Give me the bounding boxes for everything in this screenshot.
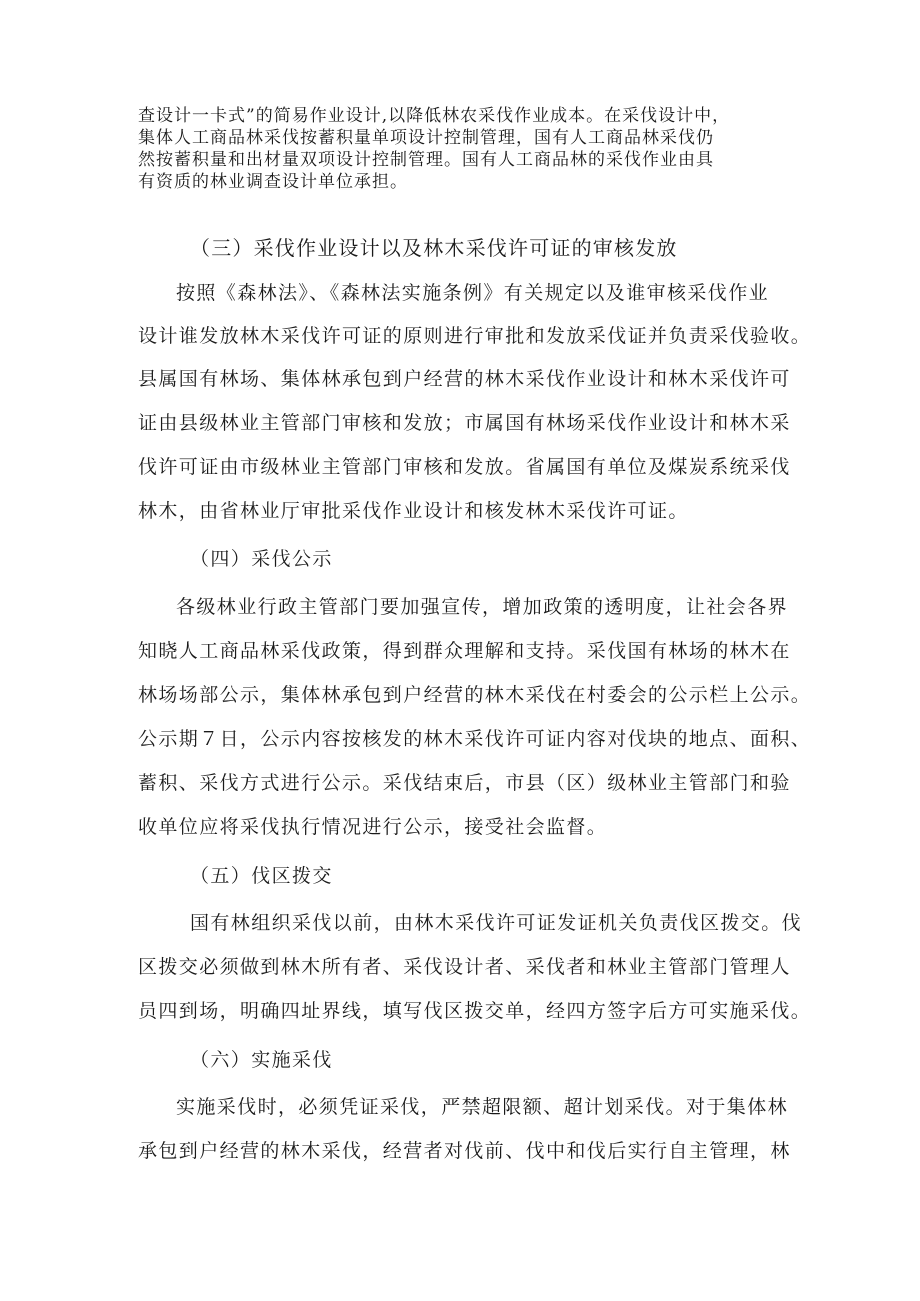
intro-paragraph [138, 105, 798, 193]
section-3-line: 设计谁发放林木采伐许可证的原则进行审批和发放采伐证并负责采伐验收。 [138, 325, 812, 347]
section-6-line: 承包到户经营的林木采伐，经营者对伐前、伐中和伐后实行自主管理，林 [138, 1140, 791, 1162]
section-3-line: 按照《森林法》、《森林法实施条例》有关规定以及谁审核采伐作业 [176, 282, 770, 304]
section-3-line: 证由县级林业主管部门审核和发放；市属国有林场采伐作业设计和林木采 [138, 412, 791, 434]
intro-line: 集体人工商品林采伐按蓄积量单项设计控制管理，国有人工商品林采伐仍 [138, 128, 714, 148]
section-4-line: 公示期７日，公示内容按核发的林木采伐许可证内容对伐块的地点、面积、 [138, 728, 812, 750]
section-3-line: 林木，由省林业厅审批采伐作业设计和核发林木采伐许可证。 [138, 500, 689, 522]
section-3-line: 伐许可证由市级林业主管部门审核和发放。省属国有单位及煤炭系统采伐 [138, 456, 791, 478]
section-4-line: 各级林业行政主管部门要加强宣传，增加政策的透明度，让社会各界 [176, 596, 789, 618]
section-5-line: 员四到场，明确四址界线，填写伐区拨交单，经四方签字后方可实施采伐。 [138, 1000, 812, 1022]
section-4-heading: （四）采伐公示 [190, 548, 333, 570]
intro-line: 有资质的林业调查设计单位承担。 [138, 172, 408, 192]
section-4-line: 林场场部公示，集体林承包到户经营的林木采伐在村委会的公示栏上公示。 [138, 684, 812, 706]
intro-line: 查设计一卡式”的简易作业设计,以降低林农采伐作业成本。在采伐设计中， [138, 106, 731, 126]
section-5-heading: （五）伐区拨交 [190, 865, 333, 887]
section-5-line: 区拨交必须做到林木所有者、采伐设计者、采伐者和林业主管部门管理人 [138, 956, 791, 978]
intro-line: 然按蓄积量和出材量双项设计控制管理。国有人工商品林的采伐作业由具 [138, 150, 714, 170]
section-4-line: 知晓人工商品林采伐政策，得到群众理解和支持。采伐国有林场的林木在 [138, 640, 791, 662]
section-6-line: 实施采伐时，必须凭证采伐，严禁超限额、超计划采伐。对于集体林 [176, 1096, 789, 1118]
section-6-heading: （六）实施采伐 [190, 1049, 333, 1071]
section-3-line: 县属国有林场、集体林承包到户经营的林木采伐作业设计和林木采伐许可 [138, 368, 791, 390]
section-4-line: 蓄积、采伐方式进行公示。采伐结束后，市县（区）级林业主管部门和验 [138, 772, 791, 794]
section-5-line: 国有林组织采伐以前，由林木采伐许可证发证机关负责伐区拨交。伐 [190, 912, 803, 934]
section-3-heading: （三）采伐作业设计以及林木采伐许可证的审核发放 [190, 236, 678, 260]
section-4-line: 收单位应将采伐执行情况进行公示，接受社会监督。 [138, 816, 608, 838]
